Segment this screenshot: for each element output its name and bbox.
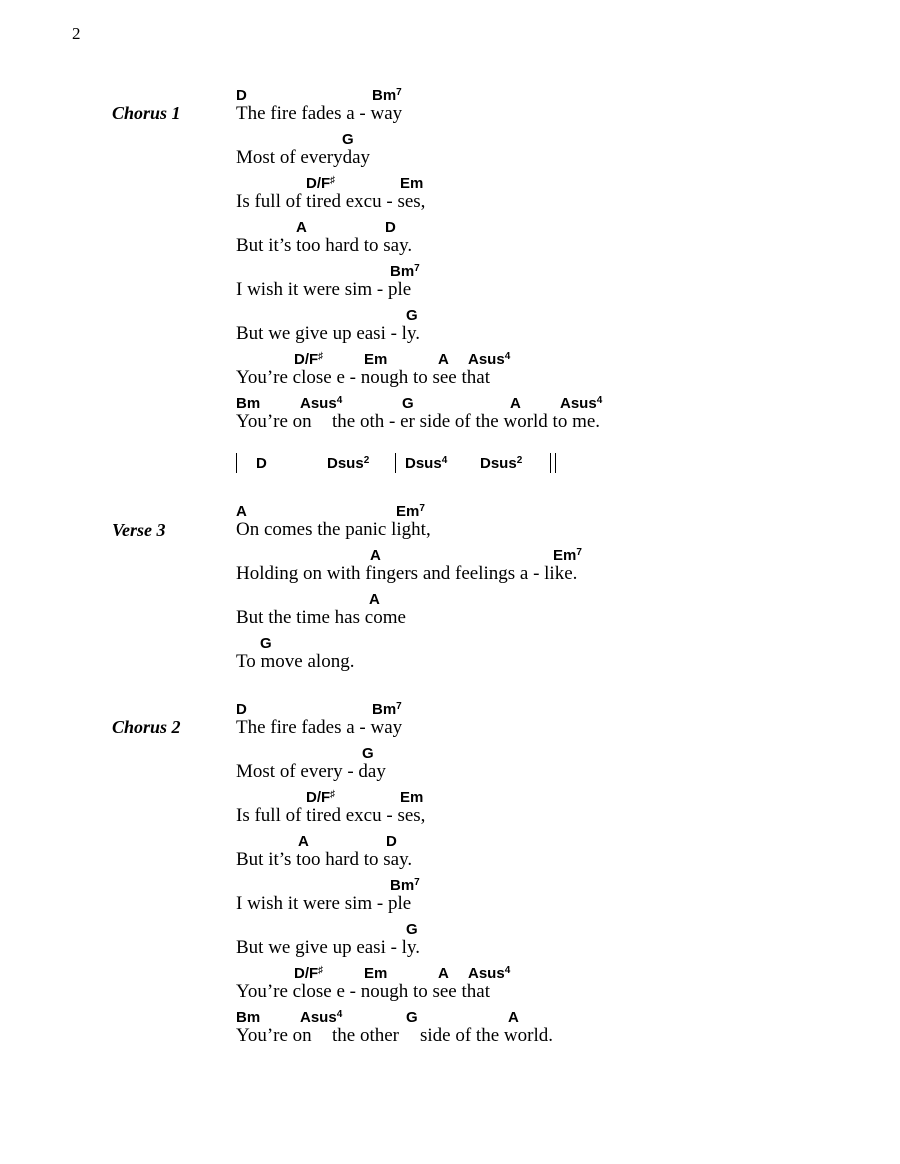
lyric-line: I wish it were sim - ple (236, 893, 412, 914)
chord-line (0, 396, 900, 440)
chord: Asus$^4$ (468, 965, 511, 982)
chord-line (0, 264, 900, 308)
chord-line (0, 504, 900, 548)
chord: A (438, 351, 449, 368)
lyric-line: But it’s too hard to say. (236, 849, 413, 870)
chord: A (298, 833, 309, 850)
chord-line (0, 1010, 900, 1054)
lyric-line: You’re close e - nough to see that (236, 981, 490, 1002)
lyric-line: Most of everyday (236, 147, 371, 168)
chord: D/F♯ (294, 351, 324, 368)
chord: Asus$^4$ (560, 395, 603, 412)
lyric-line: The fire fades a - way (236, 717, 403, 738)
chord-line (0, 790, 900, 834)
chord-line (0, 746, 900, 790)
chord: Bm$^7$ (390, 263, 420, 280)
lyric-segment: the oth - er side of the world to me. (332, 411, 601, 432)
lyric-line: The fire fades a - way (236, 103, 403, 124)
chord: A (370, 547, 381, 564)
chord-line (0, 834, 900, 878)
chord: G (260, 635, 272, 652)
chord: G (406, 1009, 418, 1026)
double-barline (550, 453, 556, 473)
chord: A (510, 395, 521, 412)
chord: Bm (236, 395, 261, 412)
chord: A (236, 503, 247, 520)
chord: D/F♯ (294, 965, 324, 982)
lyric-line: Holding on with fingers and feelings a - like. (236, 563, 578, 584)
lyric-line: Is full of tired excu - ses, (236, 805, 426, 826)
chord: G (406, 921, 418, 938)
lyric-segment: the other (332, 1025, 400, 1046)
chord: Em$^7$ (396, 503, 425, 520)
chord: Em (400, 789, 424, 806)
chord: D (236, 87, 247, 104)
chord-line (0, 702, 900, 746)
chord-line (0, 592, 900, 636)
chord: Dsus$^2$ (480, 455, 523, 472)
barline (395, 453, 396, 473)
chord: Bm$^7$ (372, 701, 402, 718)
chord-line (0, 966, 900, 1010)
chord: Asus$^4$ (468, 351, 511, 368)
lyric-line: But we give up easi - ly. (236, 323, 420, 344)
chord: D/F♯ (306, 175, 336, 192)
lyric-line: To move along. (236, 651, 355, 672)
chord: G (362, 745, 374, 762)
lyric-line: You’re close e - nough to see that (236, 367, 490, 388)
chord: A (369, 591, 380, 608)
chord: A (296, 219, 307, 236)
chord: G (342, 131, 354, 148)
chord-line (0, 548, 900, 592)
section-label-chorus-2: Chorus 2 (112, 717, 181, 737)
chord-line (0, 922, 900, 966)
section-label-verse-3: Verse 3 (112, 520, 166, 540)
chord: A (438, 965, 449, 982)
chord-line (0, 636, 900, 680)
lyric-line: Most of every - day (236, 761, 386, 782)
chord: Bm (236, 1009, 261, 1026)
chord: D/F♯ (306, 789, 336, 806)
lyric-segment: You’re on (236, 411, 312, 432)
chord-line (0, 220, 900, 264)
barline (236, 453, 237, 473)
lyric-line: I wish it were sim - ple (236, 279, 412, 300)
chord: Asus$^4$ (300, 1009, 343, 1026)
chord: Em$^7$ (553, 547, 582, 564)
chord: D (385, 219, 396, 236)
chord-line (0, 352, 900, 396)
chord-line (0, 176, 900, 220)
lyric-line: On comes the panic light, (236, 519, 431, 540)
chord: G (406, 307, 418, 324)
chord-line (0, 132, 900, 176)
chord: D (386, 833, 397, 850)
lyric-segment: side of the world. (420, 1025, 553, 1046)
lyric-line: But we give up easi - ly. (236, 937, 420, 958)
chord: Em (364, 965, 388, 982)
chord-line (0, 878, 900, 922)
chord: G (402, 395, 414, 412)
lyric-line: Is full of tired excu - ses, (236, 191, 426, 212)
lyric-segment: You’re on (236, 1025, 312, 1046)
section-label-chorus-1: Chorus 1 (112, 103, 181, 123)
chord: Bm$^7$ (390, 877, 420, 894)
chord: Dsus$^4$ (405, 455, 448, 472)
chord: D (236, 701, 247, 718)
page-number: 2 (72, 24, 81, 43)
chord: Asus$^4$ (300, 395, 343, 412)
chord: Dsus$^2$ (327, 455, 370, 472)
chord-line (0, 88, 900, 132)
chord: A (508, 1009, 519, 1026)
chord: Bm$^7$ (372, 87, 402, 104)
chord: Em (400, 175, 424, 192)
lyric-line: But the time has come (236, 607, 406, 628)
chord: D (256, 455, 267, 472)
chord: Em (364, 351, 388, 368)
chord-line (0, 308, 900, 352)
interlude-bars (0, 452, 900, 478)
lyric-line: But it’s too hard to say. (236, 235, 413, 256)
